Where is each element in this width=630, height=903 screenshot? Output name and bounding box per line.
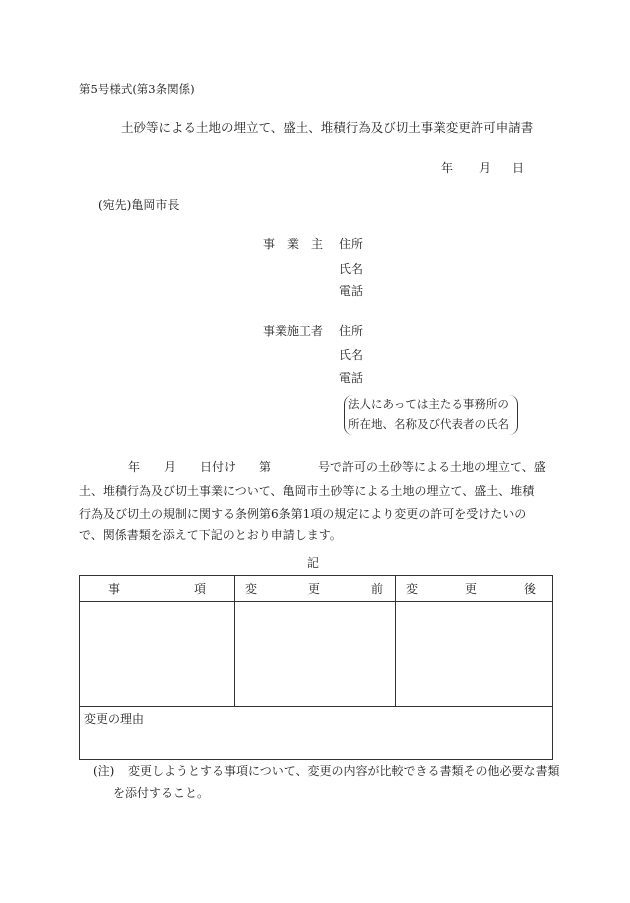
applicant-address-label: 住所 — [339, 237, 364, 251]
reason-cell[interactable] — [80, 707, 553, 760]
header-char: 項 — [193, 581, 206, 596]
header-item-text — [80, 583, 234, 595]
footnote-line2: を添付すること。 — [113, 786, 210, 800]
applicant-phone-label: 電話 — [339, 284, 364, 298]
item-cell[interactable] — [80, 602, 235, 707]
header-char: 前 — [370, 581, 383, 596]
header-before — [235, 576, 396, 602]
body-dated: 日付け — [200, 460, 237, 474]
form-number: 第5号様式(第3条関係) — [79, 82, 195, 96]
applicant-name-label: 氏名 — [339, 262, 364, 276]
header-before-text — [235, 583, 395, 595]
footnote-line1: 変更しようとする事項について、変更の内容が比較できる書類その他必要な書類 — [128, 764, 560, 778]
header-char: 更 — [464, 581, 477, 596]
date-month-label: 月 — [479, 161, 492, 175]
header-item — [80, 576, 235, 602]
header-after-text — [396, 583, 552, 595]
contractor-phone-label: 電話 — [339, 371, 364, 385]
applicant-role-label: 事 業 主 — [263, 237, 324, 251]
header-char: 更 — [307, 581, 320, 596]
contractor-name-label: 氏名 — [339, 348, 364, 362]
contractor-role-label: 事業施工者 — [263, 324, 324, 338]
body-line1-rest: 号で許可の土砂等による土地の埋立て、盛 — [318, 460, 546, 474]
corporate-note-line2: 所在地、名称及び代表者の氏名 — [348, 417, 509, 431]
date-day-label: 日 — [512, 161, 525, 175]
addressee: (宛先)亀岡市長 — [98, 198, 180, 212]
corporate-note-line1: 法人にあっては主たる事務所の — [348, 397, 509, 411]
change-items-table — [79, 575, 553, 760]
before-cell[interactable] — [235, 602, 396, 707]
footnote-label: (注) — [93, 764, 115, 778]
header-char: 変 — [245, 581, 258, 596]
after-cell[interactable] — [396, 602, 553, 707]
contractor-address-label: 住所 — [339, 324, 364, 338]
form-title: 土砂等による土地の埋立て、盛土、堆積行為及び切土事業変更許可申請書 — [121, 120, 534, 135]
body-no-prefix: 第 — [259, 460, 272, 474]
body-line3: 行為及び切土の規制に関する条例第6条第1項の規定により変更の許可を受けたいの — [79, 507, 527, 521]
header-char: 後 — [523, 581, 536, 596]
body-line2: 土、堆積行為及び切土事業について、亀岡市土砂等による土地の埋立て、盛土、堆積 — [79, 484, 535, 498]
record-label: 記 — [307, 556, 320, 570]
body-month: 月 — [164, 460, 177, 474]
date-year-label: 年 — [441, 161, 454, 175]
body-line4: で、関係書類を添えて下記のとおり申請します。 — [79, 528, 342, 542]
header-char: 変 — [406, 581, 419, 596]
header-char: 事 — [108, 581, 121, 596]
body-year: 年 — [128, 460, 141, 474]
reason-label: 変更の理由 — [84, 712, 145, 726]
header-after — [396, 576, 553, 602]
